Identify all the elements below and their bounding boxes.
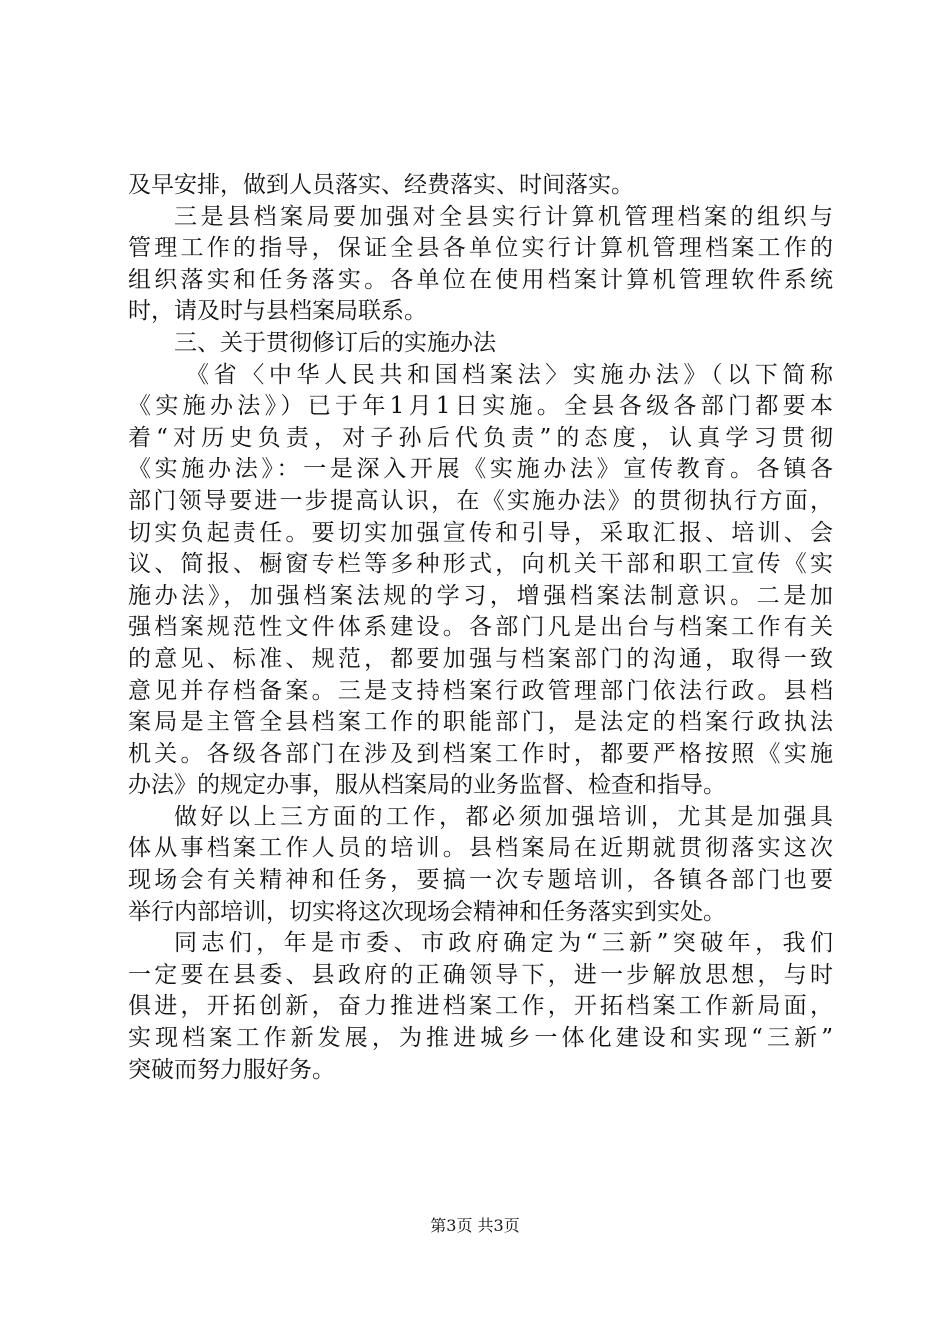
body-text xyxy=(128,170,833,1086)
section-heading: 三、关于贯彻修订后的实施办法 xyxy=(174,329,496,356)
text-line: 现场会有关精神和任务，要搞一次专题培训，各镇各部门也要 xyxy=(128,867,833,894)
text-line: 组织落实和任务落实。各单位在使用档案计算机管理软件系统 xyxy=(128,266,833,293)
text-line: 部门领导要进一步提高认识，在《实施办法》的贯彻执行方面， xyxy=(128,487,833,514)
text-line: 时，请及时与县档案局联系。 xyxy=(128,298,427,325)
text-line: 的意见、标准、规范，都要加强与档案部门的沟通，取得一致 xyxy=(128,645,833,672)
text-line: 体从事档案工作人员的培训。县档案局在近期就贯彻落实这次 xyxy=(128,835,833,862)
text-line: 施办法》，加强档案法规的学习，增强档案法制意识。二是加 xyxy=(128,582,833,609)
text-line: 《省〈中华人民共和国档案法〉实施办法》（以下简称 xyxy=(186,361,833,388)
page-number-footer: 第3页 共3页 xyxy=(430,1216,520,1235)
text-line: 着“对历史负责，对子孙后代负责”的态度，认真学习贯彻 xyxy=(128,424,833,451)
text-line: 实现档案工作新发展，为推进城乡一体化建设和实现“三新” xyxy=(128,1025,833,1052)
text-line: 《实施办法》）已于年1月1日实施。全县各级各部门都要本 xyxy=(128,393,833,420)
text-line: 切实负起责任。要切实加强宣传和引导，采取汇报、培训、会 xyxy=(128,519,833,546)
text-line: 一定要在县委、县政府的正确领导下，进一步解放思想，与时 xyxy=(128,961,833,988)
text-line: 意见并存档备案。三是支持档案行政管理部门依法行政。县档 xyxy=(128,677,833,704)
text-line: 突破而努力服好务。 xyxy=(128,1056,335,1083)
text-line: 机关。各级各部门在涉及到档案工作时，都要严格按照《实施 xyxy=(128,740,833,767)
text-line: 管理工作的指导，保证全县各单位实行计算机管理档案工作的 xyxy=(128,235,833,262)
text-line: 办法》的规定办事，服从档案局的业务监督、检查和指导。 xyxy=(128,772,726,799)
text-line: 案局是主管全县档案工作的职能部门，是法定的档案行政执法 xyxy=(128,709,833,736)
text-line: 举行内部培训，切实将这次现场会精神和任务落实到实处。 xyxy=(128,898,726,925)
text-line: 《实施办法》：一是深入开展《实施办法》宣传教育。各镇各 xyxy=(128,456,833,483)
text-line: 俱进，开拓创新，奋力推进档案工作，开拓档案工作新局面， xyxy=(128,993,833,1020)
text-line: 议、简报、橱窗专栏等多种形式，向机关干部和职工宣传《实 xyxy=(128,551,833,578)
text-line: 做好以上三方面的工作，都必须加强培训，尤其是加强具 xyxy=(174,803,833,830)
text-line: 强档案规范性文件体系建设。各部门凡是出台与档案工作有关 xyxy=(128,614,833,641)
text-line: 同志们，年是市委、市政府确定为“三新”突破年，我们 xyxy=(174,930,833,957)
text-line: 及早安排，做到人员落实、经费落实、时间落实。 xyxy=(128,172,634,198)
text-line: 三是县档案局要加强对全县实行计算机管理档案的组织与 xyxy=(174,203,833,230)
